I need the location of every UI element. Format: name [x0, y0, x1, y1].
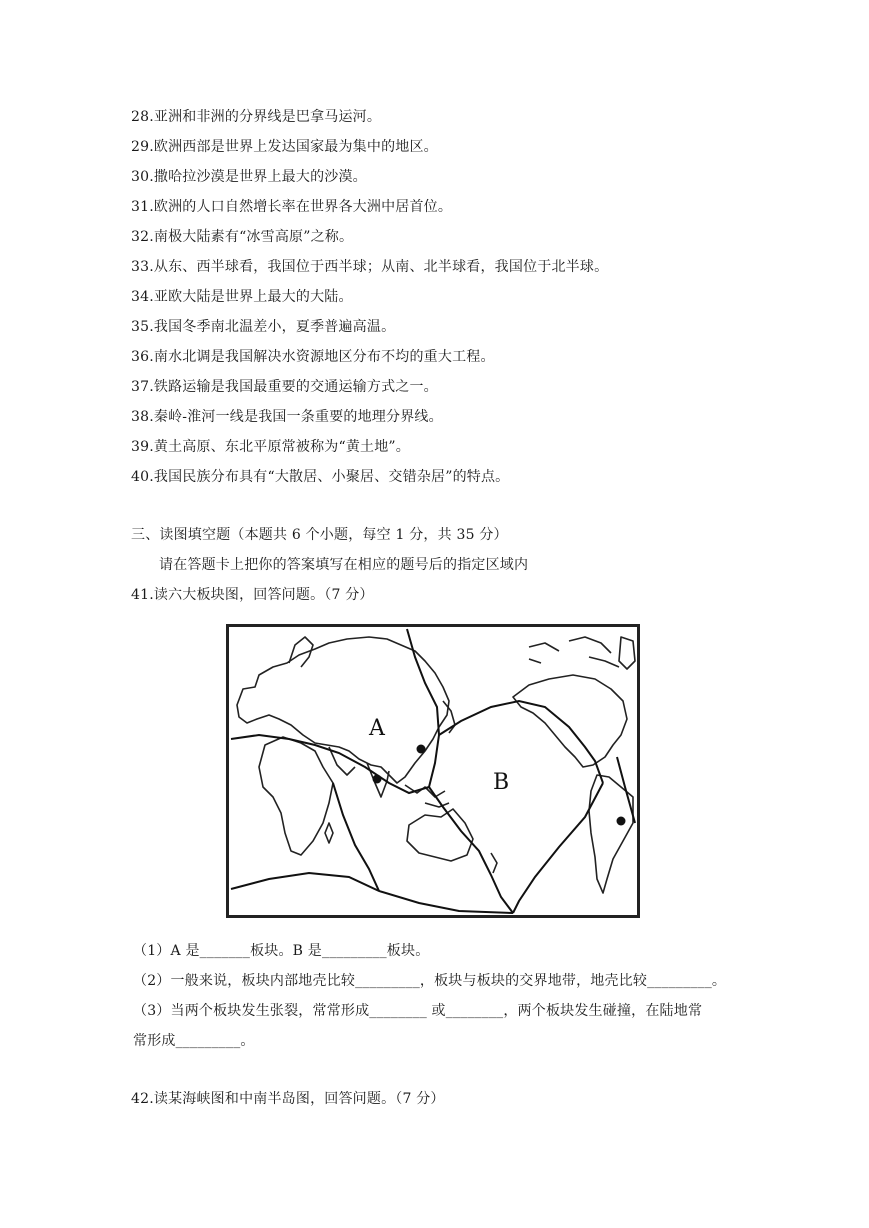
question-42-title: 42.读某海峡图和中南半岛图，回答问题。（7 分）	[131, 1091, 445, 1107]
plate-label-a: A	[369, 716, 385, 741]
statement-32: 32.南极大陆素有“冰雪高原”之称。	[131, 229, 354, 245]
question-41-part-2: （2）一般来说，板块内部地壳比较_________，板块与板块的交界地带，地壳比较_________。	[133, 973, 727, 989]
statement-29: 29.欧洲西部是世界上发达国家最为集中的地区。	[131, 139, 438, 155]
question-41-part-3: （3）当两个板块发生张裂，常常形成________ 或________，两个板块发生碰撞，在陆地常	[133, 1003, 703, 1019]
statement-35: 35.我国冬季南北温差小，夏季普遍高温。	[131, 319, 396, 335]
north-america-coast	[513, 675, 627, 767]
boundary-pacific-west	[429, 787, 513, 913]
question-41-part-3-cont: 常形成_________。	[133, 1033, 255, 1049]
boundary-indian-africa	[333, 783, 379, 891]
statement-39: 39.黄土高原、东北平原常被称为“黄土地”。	[131, 439, 410, 455]
boundary-american	[617, 757, 635, 823]
statement-34: 34.亚欧大陆是世界上最大的大陆。	[131, 289, 353, 305]
plate-label-b: B	[493, 770, 510, 795]
arabia-india-coast	[329, 747, 389, 797]
statement-33: 33.从东、西半球看，我国位于西半球；从南、北半球看，我国位于北半球。	[131, 259, 609, 275]
boundary-africa-eurasia	[231, 735, 429, 793]
greenland-coast	[619, 637, 635, 669]
section-instruction: 请在答题卡上把你的答案填写在相应的题号后的指定区域内	[159, 557, 529, 573]
section-heading: 三、读图填空题（本题共 6 个小题，每空 1 分，共 35 分）	[131, 527, 508, 543]
statement-31: 31.欧洲的人口自然增长率在世界各大洲中居首位。	[131, 199, 453, 215]
africa-coast	[259, 737, 333, 855]
marker-point	[617, 817, 626, 826]
new-zealand-coast	[491, 853, 497, 873]
statement-40: 40.我国民族分布具有“大散居、小聚居、交错杂居”的特点。	[131, 469, 510, 485]
statement-28: 28.亚洲和非洲的分界线是巴拿马运河。	[131, 109, 382, 125]
statement-30: 30.撒哈拉沙漠是世界上最大的沙漠。	[131, 169, 367, 185]
boundary-pacific-north	[439, 701, 603, 783]
boundary-antarctic	[231, 873, 513, 913]
tectonic-plates-map	[226, 624, 640, 918]
marker-point	[417, 745, 426, 754]
marker-point	[373, 775, 382, 784]
question-41-part-1: （1）A 是_______板块。B 是_________板块。	[133, 943, 430, 959]
question-41-title: 41.读六大板块图，回答问题。（7 分）	[131, 587, 374, 603]
world-map-drawing	[229, 627, 637, 915]
scandinavia-coast	[289, 637, 313, 667]
statement-36: 36.南水北调是我国解决水资源地区分布不均的重大工程。	[131, 349, 495, 365]
eurasia-coast	[237, 637, 449, 783]
statement-37: 37.铁路运输是我国最重要的交通运输方式之一。	[131, 379, 438, 395]
statement-38: 38.秦岭-淮河一线是我国一条重要的地理分界线。	[131, 409, 443, 425]
boundary-eurasia-north	[407, 629, 439, 787]
australia-coast	[407, 809, 473, 861]
madagascar-coast	[325, 823, 333, 843]
arctic-islands	[529, 637, 619, 667]
